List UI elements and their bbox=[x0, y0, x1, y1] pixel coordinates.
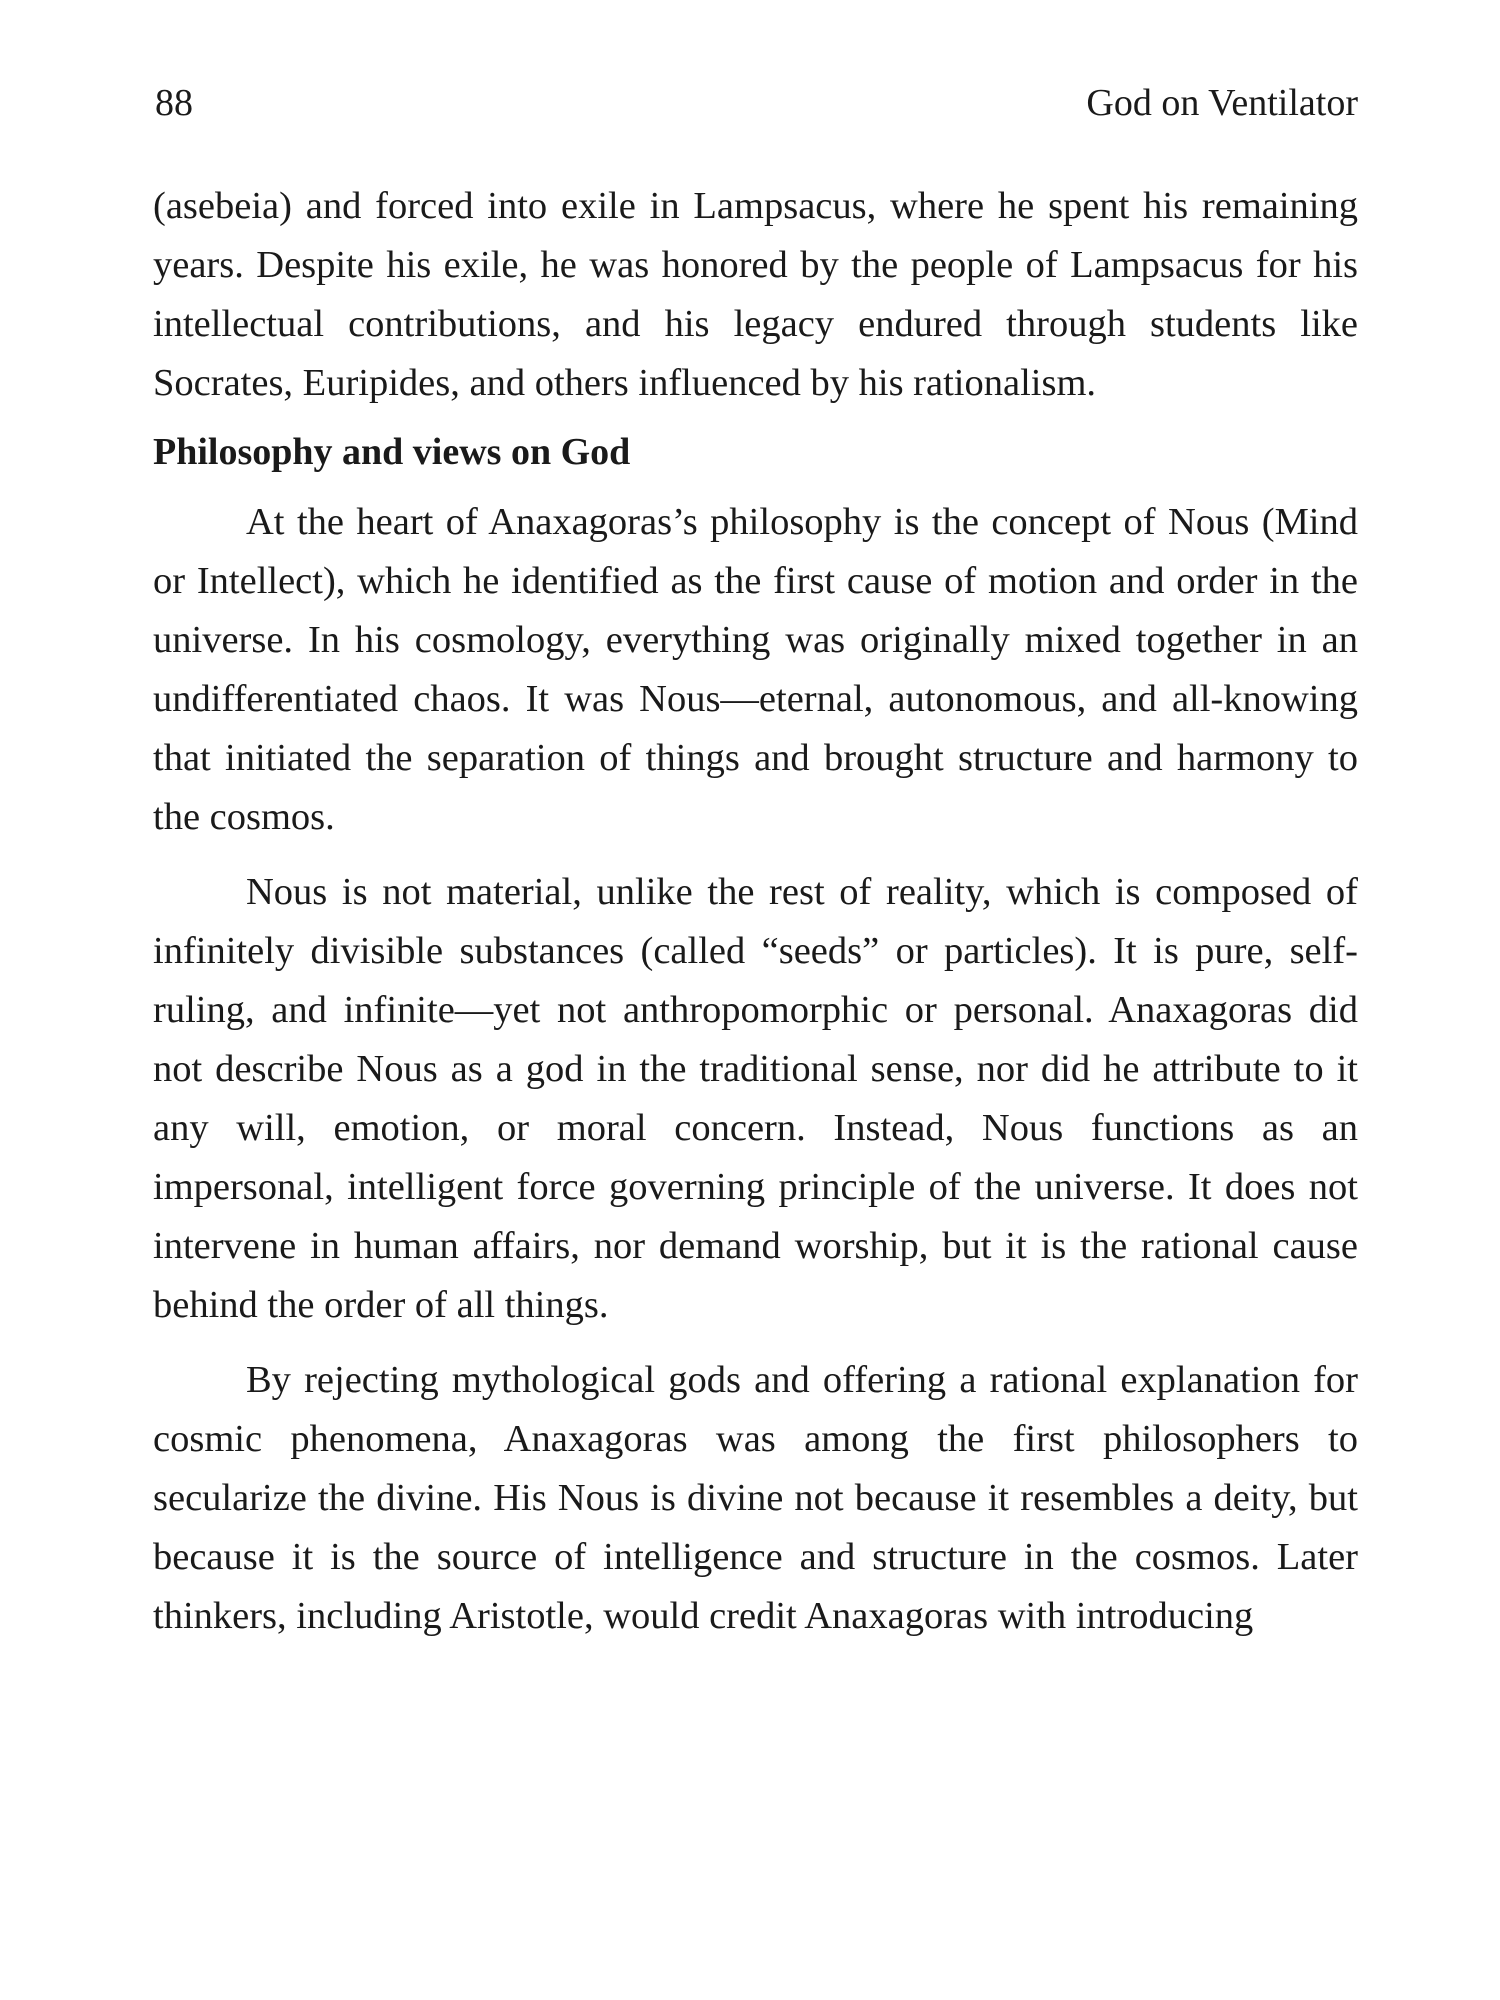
body-text bbox=[153, 177, 1358, 1646]
paragraph-continuation: (asebeia) and forced into exile in Lampsacus, where he spent his remaining years. Despite his exile, he was honored by the people of Lampsacus for his intellectual contributions, and his legacy endured through students like Socrates, Euripides, and others influenced by his rationalism. bbox=[153, 185, 1358, 404]
book-title: God on Ventilator bbox=[1086, 82, 1358, 124]
paragraph-nous-concept: At the heart of Anaxagoras’s philosophy is the concept of Nous (Mind or Intellect), which he identified as the first cause of motion and order in the universe. In his cosmology, everything was originally mixed together in an undifferentiated chaos. It was Nous—eternal, autonomous, and all-knowing that initiated the separation of things and brought structure and harmony to the cosmos. bbox=[153, 501, 1358, 838]
section-heading: Philosophy and views on God bbox=[153, 431, 631, 473]
paragraph-secularize-divine: By rejecting mythological gods and offering a rational explanation for cosmic phenomena, Anaxagoras was among the first philosophers to secularize the divine. His Nous is divine not because it resembles a deity, but because it is the source of intelligence and structure in the cosmos. Later thinkers, including Aristotle, would credit Anaxagoras with introducing bbox=[153, 1359, 1358, 1637]
paragraph-nous-nature: Nous is not material, unlike the rest of reality, which is composed of infinitely divisible substances (called “seeds” or particles). It is pure, self-ruling, and infinite—yet not anthropomorphic or personal. Anaxagoras did not describe Nous as a god in the traditional sense, nor did he attribute to it any will, emotion, or moral concern. Instead, Nous functions as an impersonal, intelligent force governing principle of the universe. It does not intervene in human affairs, nor demand worship, but it is the rational cause behind the order of all things. bbox=[153, 871, 1358, 1326]
page-number: 88 bbox=[155, 82, 193, 124]
running-head bbox=[155, 78, 1358, 128]
